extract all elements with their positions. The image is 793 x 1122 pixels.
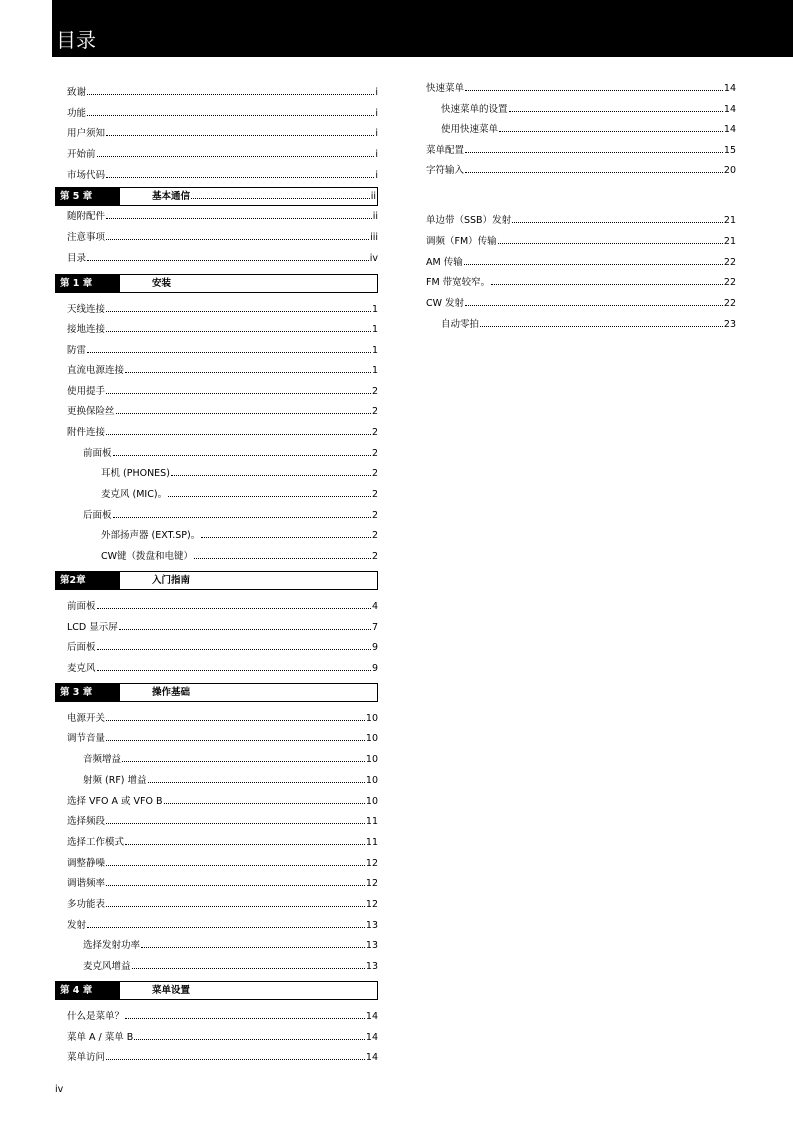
toc-entry-accessories[interactable]: 随附配件 ii xyxy=(67,211,378,222)
toc-entry-dc-power[interactable]: 直流电源连接 1 xyxy=(67,365,378,376)
toc-entry-am[interactable]: AM 传输 22 xyxy=(426,257,736,268)
toc-entry-lightning[interactable]: 防雷 1 xyxy=(67,345,378,356)
chapter-header-4[interactable] xyxy=(55,981,378,1000)
page-title: 目录 xyxy=(56,28,96,52)
toc-entry-ground[interactable]: 接地连接 1 xyxy=(67,324,378,335)
toc-entry-what-is-menu[interactable]: 什么是菜单？ 14 xyxy=(67,1011,378,1022)
toc-entry-quick-menu-settings[interactable]: 快速菜单的设置 14 xyxy=(441,104,736,115)
toc-entry-menu-a-b[interactable]: 菜单 A / 菜单 B 14 xyxy=(67,1032,378,1043)
chapter-header-1[interactable] xyxy=(55,274,378,293)
toc-entry-mic-gain[interactable]: 麦克风增益 13 xyxy=(83,961,378,972)
toc-entry-antenna[interactable]: 天线连接 1 xyxy=(67,304,378,315)
toc-entry-mic[interactable]: 麦克风 (MIC)。 2 xyxy=(101,489,378,500)
chapter-title-box xyxy=(119,683,378,702)
toc-entry-cw[interactable]: CW 发射 22 xyxy=(426,298,736,309)
toc-entry-front-panel-2[interactable]: 前面板 4 xyxy=(67,601,378,612)
chapter-title-box xyxy=(119,187,378,206)
chapter-number: 第 3 章 xyxy=(55,683,119,702)
toc-entry-rf-gain[interactable]: 射频 (RF) 增益 10 xyxy=(83,775,378,786)
chapter-title-box xyxy=(119,571,378,590)
toc-entry-power-switch[interactable]: 电源开关 10 xyxy=(67,713,378,724)
toc-entry-front-panel[interactable]: 前面板 2 xyxy=(83,448,378,459)
page-number: iv xyxy=(55,1084,64,1095)
chapter-title: 基本通信 xyxy=(152,191,191,202)
toc-entry-auto-zero-beat[interactable]: 自动零拍 23 xyxy=(441,319,736,330)
toc-entry-handle[interactable]: 使用提手 2 xyxy=(67,386,378,397)
toc-entry-rear-panel[interactable]: 后面板 2 xyxy=(83,510,378,521)
header-band xyxy=(52,0,793,57)
toc-entry-mode[interactable]: 选择工作模式 11 xyxy=(67,837,378,848)
toc-entry-features[interactable]: 功能 i xyxy=(67,108,378,119)
toc-entry-before-start[interactable]: 开始前 i xyxy=(67,149,378,160)
toc-entry-vfo[interactable]: 选择 VFO A 或 VFO B 10 xyxy=(67,796,378,807)
chapter-header-5[interactable] xyxy=(55,187,378,206)
chapter-header-2[interactable] xyxy=(55,571,378,590)
toc-entry-multimeter[interactable]: 多功能表 12 xyxy=(67,899,378,910)
toc-entry-menu-access[interactable]: 菜单访问 14 xyxy=(67,1052,378,1063)
toc-entry-acknowledgements[interactable]: 致谢 i xyxy=(67,87,378,98)
toc-entry-quick-menu[interactable]: 快速菜单 14 xyxy=(426,83,736,94)
toc-entry-phones[interactable]: 耳机 (PHONES) 2 xyxy=(101,468,378,479)
toc-entry-use-quick-menu[interactable]: 使用快速菜单 14 xyxy=(441,124,736,135)
toc-entry-market-codes[interactable]: 市场代码 i xyxy=(67,170,378,181)
toc-entry-accessory-connect[interactable]: 附件连接 2 xyxy=(67,427,378,438)
chapter-number: 第 1 章 xyxy=(55,274,119,293)
toc-entry-fm-narrow[interactable]: FM 带宽较窄。 22 xyxy=(426,277,736,288)
chapter-title: 操作基础 xyxy=(152,687,191,698)
toc-entry-contents[interactable]: 目录 iv xyxy=(67,253,378,264)
toc-entry-transmit[interactable]: 发射 13 xyxy=(67,920,378,931)
chapter-title: 安装 xyxy=(152,278,172,289)
toc-entry-menu-config[interactable]: 菜单配置 15 xyxy=(426,145,736,156)
toc-entry-ext-speaker[interactable]: 外部扬声器 (EXT.SP)。 2 xyxy=(101,530,378,541)
toc-entry-user-notes[interactable]: 用户须知 i xyxy=(67,128,378,139)
toc-entry-ssb[interactable]: 单边带（SSB）发射 21 xyxy=(426,215,736,226)
chapter-title-box xyxy=(119,274,378,293)
toc-entry-microphone[interactable]: 麦克风 9 xyxy=(67,663,378,674)
chapter-title-box xyxy=(119,981,378,1000)
toc-entry-rear-panel-2[interactable]: 后面板 9 xyxy=(67,642,378,653)
toc-entry-tuning[interactable]: 调谐频率 12 xyxy=(67,878,378,889)
toc-entry-tx-power[interactable]: 选择发射功率 13 xyxy=(83,940,378,951)
toc-entry-squelch[interactable]: 调整静噪 12 xyxy=(67,858,378,869)
chapter-header-3[interactable] xyxy=(55,683,378,702)
toc-entry-precautions[interactable]: 注意事项 iii xyxy=(67,232,378,243)
toc-entry-af-gain[interactable]: 音频增益 10 xyxy=(83,754,378,765)
chapter-title: 入门指南 xyxy=(152,575,191,586)
toc-entry-volume[interactable]: 调节音量 10 xyxy=(67,733,378,744)
toc-entry-fuse[interactable]: 更换保险丝 2 xyxy=(67,406,378,417)
chapter-title: 菜单设置 xyxy=(152,985,191,996)
chapter-number: 第 4 章 xyxy=(55,981,119,1000)
chapter-page: ii xyxy=(370,191,376,202)
chapter-number: 第 5 章 xyxy=(55,187,119,206)
chapter-title-row xyxy=(152,188,376,206)
toc-entry-lcd[interactable]: LCD 显示屏 7 xyxy=(67,622,378,633)
toc-entry-band[interactable]: 选择频段 11 xyxy=(67,816,378,827)
toc-entry-char-input[interactable]: 字符输入 20 xyxy=(426,165,736,176)
toc-entry-cw-key[interactable]: CW键（拨盘和电键） 2 xyxy=(101,551,378,562)
chapter-number: 第2章 xyxy=(55,571,119,590)
toc-entry-fm[interactable]: 调频（FM）传输 21 xyxy=(426,236,736,247)
